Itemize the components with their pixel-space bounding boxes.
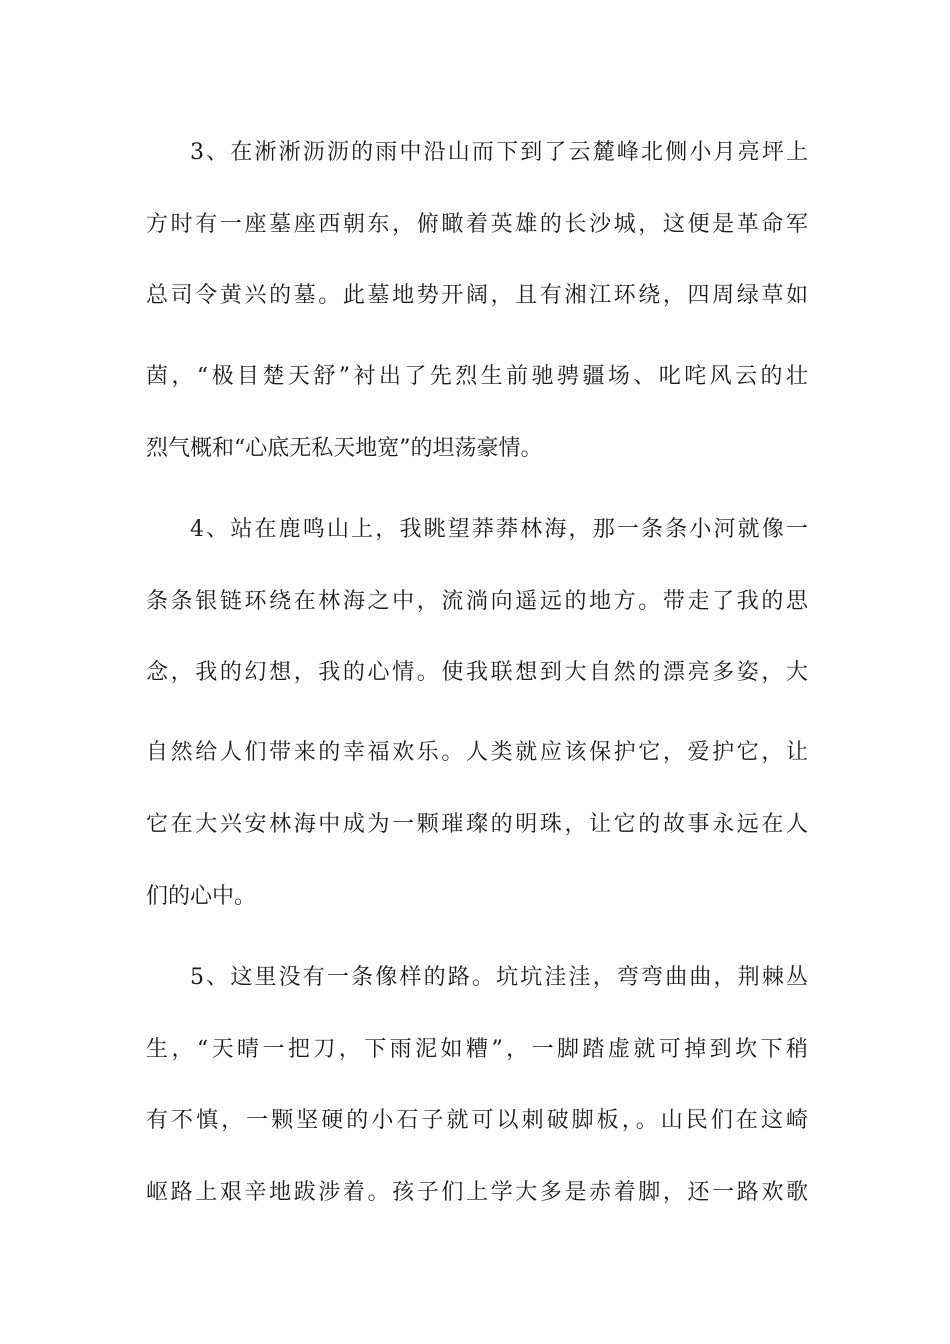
text-line: 岖路上艰辛地跋涉着。孩子们上学大多是赤着脚，还一路欢歌: [146, 1180, 808, 1205]
text-line: 3、在淅淅沥沥的雨中沿山而下到了云麓峰北侧小月亮坪上: [190, 140, 808, 165]
text-line: 生，“天晴一把刀，下雨泥如糟”，一脚踏虚就可掉到坎下稍: [146, 1037, 808, 1062]
text-line: 它在大兴安林海中成为一颗璀璨的明珠，让它的故事永远在人: [146, 812, 808, 837]
text-line: 们的心中。: [146, 884, 257, 909]
text-line: 念，我的幻想，我的心情。使我联想到大自然的漂亮多姿，大: [146, 660, 808, 685]
text-line: 烈气概和“心底无私天地宽”的坦荡豪情。: [146, 436, 543, 461]
text-line: 茵，“极目楚天舒”衬出了先烈生前驰骋疆场、叱咤风云的壮: [146, 364, 808, 389]
text-line: 条条银链环绕在林海之中，流淌向遥远的地方。带走了我的思: [146, 589, 808, 614]
text-line: 有不慎，一颗坚硬的小石子就可以刺破脚板，。山民们在这崎: [146, 1108, 808, 1133]
text-line: 方时有一座墓座西朝东，俯瞰着英雄的长沙城，这便是革命军: [146, 212, 808, 237]
text-line: 总司令黄兴的墓。此墓地势开阔，且有湘江环绕，四周绿草如: [146, 283, 808, 308]
text-line: 4、站在鹿鸣山上，我眺望莽莽林海，那一条条小河就像一: [190, 517, 808, 542]
text-line: 5、这里没有一条像样的路。坑坑洼洼，弯弯曲曲，荆棘丛: [190, 965, 808, 990]
text-line: 自然给人们带来的幸福欢乐。人类就应该保护它，爱护它，让: [146, 740, 808, 765]
